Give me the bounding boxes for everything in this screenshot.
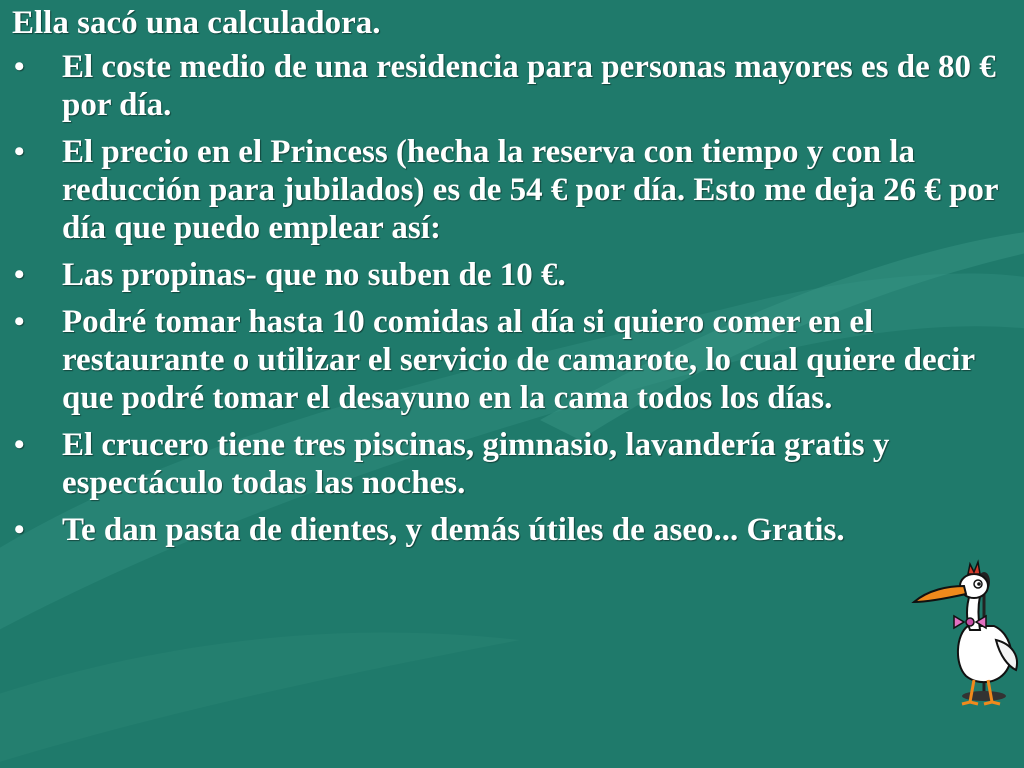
bullet-item	[12, 303, 1016, 417]
bullet-item	[12, 133, 1016, 247]
bullet-text: El crucero tiene tres piscinas, gimnasio, lavandería gratis y espectáculo todas las noches.	[62, 427, 890, 501]
bullet-dot: •	[14, 135, 25, 168]
bullet-dot: •	[14, 258, 25, 291]
bullet-item	[12, 511, 1016, 549]
bullet-text: El coste medio de una residencia para personas mayores es de 80 € por día.	[62, 49, 996, 123]
slide-title: Ella sacó una calculadora.	[12, 5, 381, 41]
bullet-list	[12, 48, 1016, 549]
bullet-item	[12, 426, 1016, 502]
bullet-dot: •	[14, 50, 25, 83]
bullet-dot: •	[14, 305, 25, 338]
bullet-text: Podré tomar hasta 10 comidas al día si quiero comer en el restaurante o utilizar el servicio de camarote, lo cual quiere decir que podré tomar el desayuno en la cama todos los días.	[62, 304, 975, 416]
bullet-text: El precio en el Princess (hecha la reserva con tiempo y con la reducción para jubilados) es de 54 € por día. Esto me deja 26 € por día que puedo emplear así:	[62, 134, 998, 246]
bullet-text: Las propinas- que no suben de 10 €.	[62, 257, 566, 293]
bullet-text: Te dan pasta de dientes, y demás útiles de aseo... Gratis.	[62, 512, 845, 548]
bullet-item	[12, 256, 1016, 294]
bullet-item	[12, 48, 1016, 124]
slide-body	[12, 4, 1016, 558]
stork-with-microphone-icon	[908, 556, 1024, 708]
bullet-dot: •	[14, 513, 25, 546]
bullet-dot: •	[14, 428, 25, 461]
